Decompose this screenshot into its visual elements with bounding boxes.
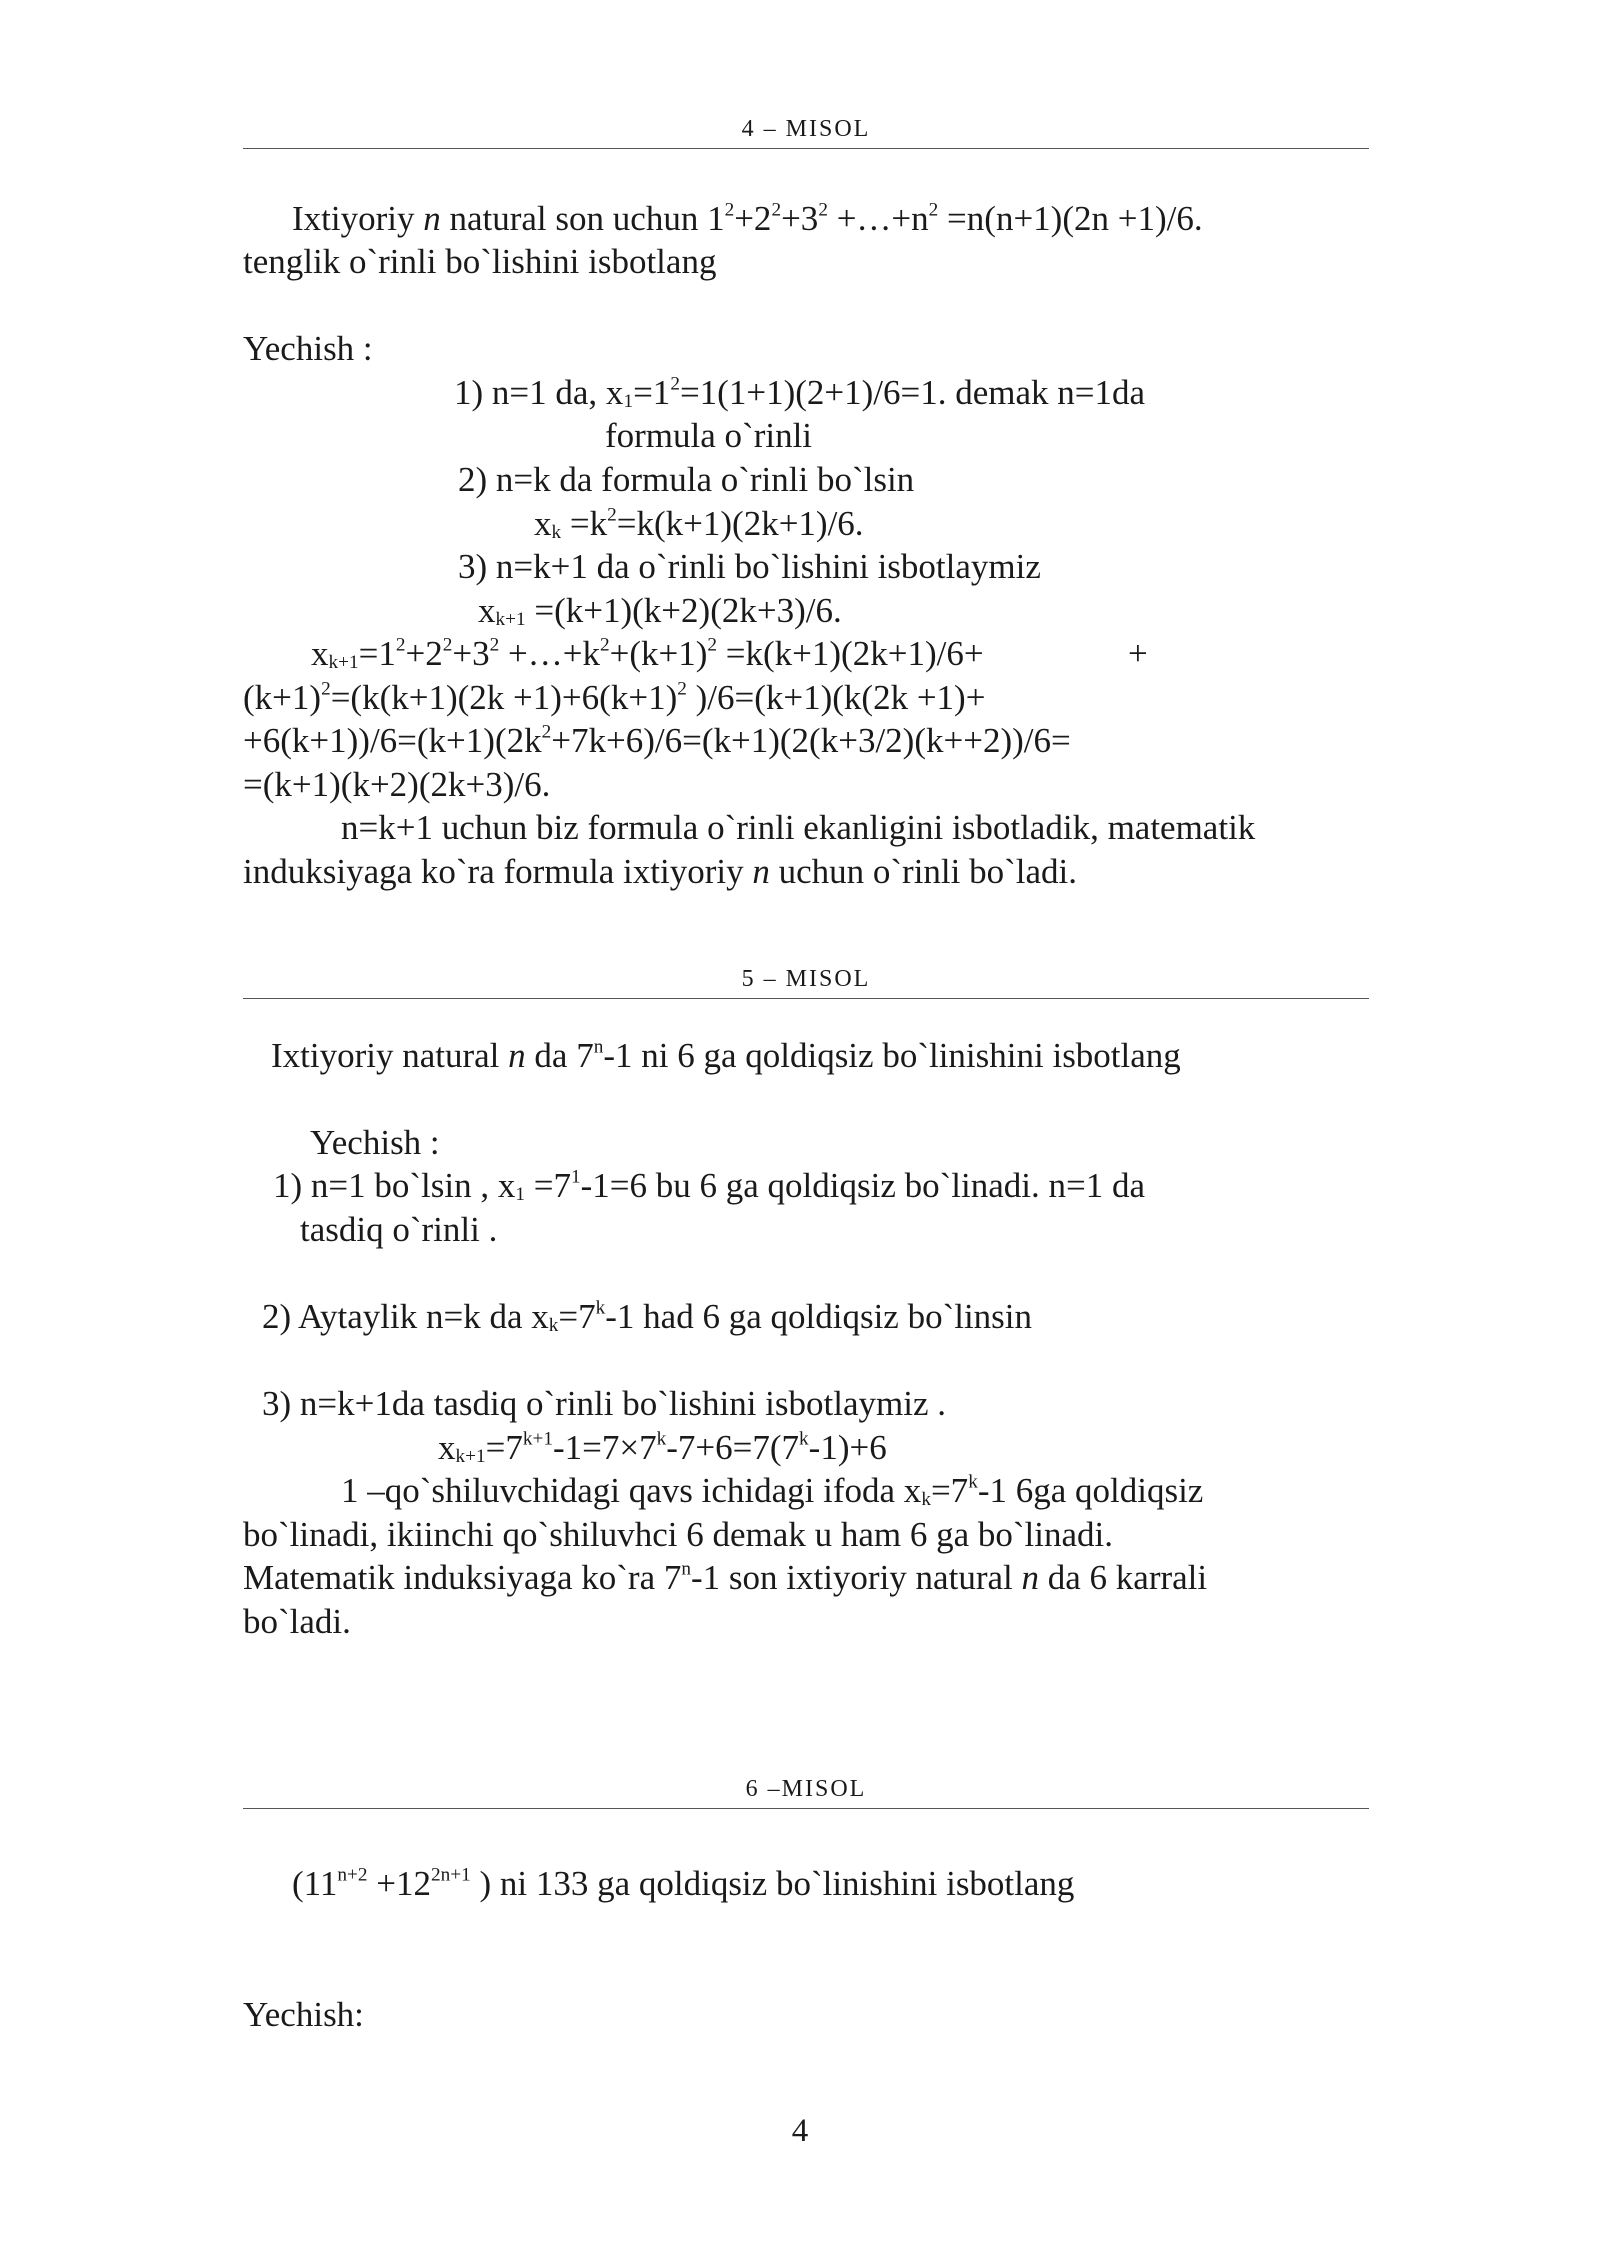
solution-step: 3) n=k+1 da o`rinli bo`lishini isbotlaymiz — [458, 547, 1041, 586]
derivation-plus: + — [1128, 634, 1148, 673]
derivation-line: $(k+1)^2=(k(k+1)(2k +1)+6(k+1)^2$ )/6=(k+1)(k(2k +1)+ — [243, 678, 986, 717]
solution-step: 1) n=1 da, $x_1=1^2=1(1+1)(2+1)/6=1$. demak n=1da — [454, 373, 1146, 412]
solution-label: Yechish : — [243, 329, 373, 368]
solution-step: tasdiq o`rinli . — [300, 1210, 498, 1249]
page-number: 4 — [791, 2113, 809, 2149]
problem-line: Ixtiyoriy n natural son uchun $1^2+2^2+3^2$ $+\dots+n^2 =n(n+1)(2n +1)/6$. — [292, 199, 1203, 238]
section-header-4: 4 – MISOL — [741, 116, 871, 142]
problem-line: ($11^{n+2} +12^{2n+1}$ ) ni 133 ga qoldiqsiz bo`linishini isbotlang — [292, 1864, 1075, 1903]
derivation-line: $+6(k+1))/6=(k+1)(2k^2+7k+6)/6=(k+1)(2(k+3/2)(k++2))/6=$ — [243, 721, 1071, 760]
conclusion-line: induksiyaga ko`ra formula ixtiyoriy n uchun o`rinli bo`ladi. — [243, 852, 1077, 891]
section-header-5: 5 – MISOL — [741, 966, 871, 992]
solution-label: Yechish : — [310, 1123, 440, 1162]
header-rule — [243, 998, 1369, 999]
solution-step: 2) Aytaylik n=k da $x_k=7^k-1$ had 6 ga qoldiqsiz bo`linsin — [262, 1297, 1033, 1336]
solution-step: 1) n=1 bo`lsin , $x_1 =7^1-1=6$ bu 6 ga qoldiqsiz bo`linadi. n=1 da — [273, 1166, 1146, 1205]
solution-label: Yechish: — [243, 1995, 364, 2034]
solution-step: 2) n=k da formula o`rinli bo`lsin — [458, 460, 915, 499]
section-header-6: 6 –MISOL — [745, 1776, 867, 1802]
conclusion-line: n=k+1 uchun biz formula o`rinli ekanligini isbotladik, matematik — [341, 808, 1256, 847]
derivation-line: $x_{k+1}=1^2+2^2+3^2$ $+\dots+k^2+(k+1)^2 =k(k+1)(2k+1)/6+$ — [311, 634, 984, 673]
conclusion-line: Matematik induksiyaga ko`ra 7$^n$-1 son ixtiyoriy natural n da 6 karrali — [243, 1558, 1208, 1597]
formula-line: $x_{k+1} =(k+1)(k+2)(2k+3)/6$. — [478, 591, 842, 630]
formula-line: $x_k =k^2=k(k+1)(2k+1)/6$. — [534, 504, 864, 543]
conclusion-line: 1 –qo`shiluvchidagi qavs ichidagi ifoda $x_k=7^k-1$ 6ga qoldiqsiz — [341, 1471, 1204, 1510]
formula-line: $x_{k+1}=7^{k+1}-1=7\times 7^k-7+6=7(7^k-1)+6$ — [438, 1428, 887, 1467]
conclusion-line: bo`ladi. — [243, 1602, 351, 1641]
problem-line: Ixtiyoriy natural n da 7$^n$-1 ni 6 ga qoldiqsiz bo`linishini isbotlang — [271, 1036, 1181, 1075]
multiply-symbol: × — [619, 1428, 640, 1467]
problem-line: tenglik o`rinli bo`lishini isbotlang — [243, 242, 717, 281]
header-rule — [243, 1808, 1369, 1809]
derivation-line: =(k+1)(k+2)(2k+3)/6. — [243, 765, 551, 804]
solution-step: 3) n=k+1da tasdiq o`rinli bo`lishini isbotlaymiz . — [262, 1384, 946, 1423]
solution-step: formula o`rinli — [605, 416, 813, 455]
conclusion-line: bo`linadi, ikiinchi qo`shiluvhci 6 demak u ham 6 ga bo`linadi. — [243, 1515, 1113, 1554]
header-rule — [243, 148, 1369, 149]
